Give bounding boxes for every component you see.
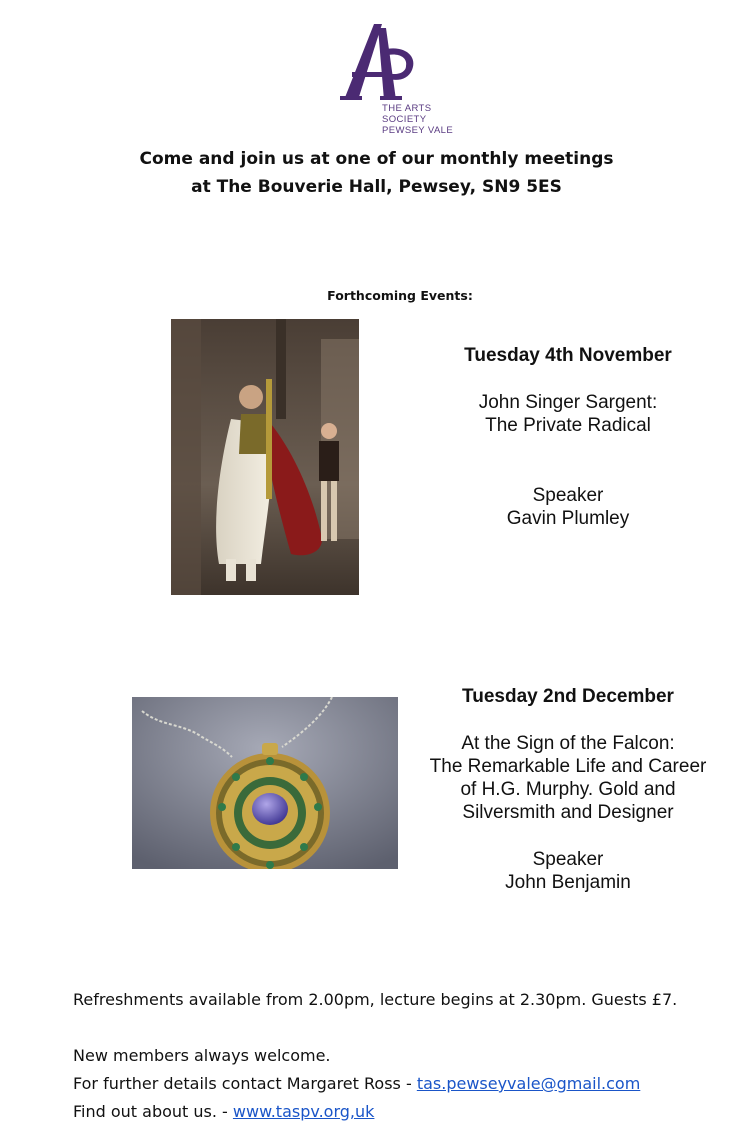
forthcoming-events-label: Forthcoming Events: — [327, 288, 473, 303]
event-2-date: Tuesday 2nd December — [462, 686, 674, 707]
logo-line-1: THE ARTS — [382, 103, 432, 114]
website-link[interactable]: www.taspv.org,uk — [232, 1102, 375, 1121]
contact-line — [73, 1070, 640, 1098]
event-2-title-line-4: Silversmith and Designer — [462, 802, 674, 823]
about-prefix: Find out about us. - — [73, 1102, 233, 1121]
event-2 — [412, 685, 724, 894]
event-2-title-line-2: The Remarkable Life and Career — [429, 756, 707, 777]
event-2-title-line-3: of H.G. Murphy. Gold and — [460, 779, 676, 800]
event-2-speaker-label: Speaker — [532, 849, 604, 870]
heading-line-2: at The Bouverie Hall, Pewsey, SN9 5ES — [191, 177, 562, 197]
welcome-text: New members always welcome. — [73, 1046, 331, 1065]
logo-text — [382, 103, 453, 136]
contact-prefix: For further details contact Margaret Ross - — [73, 1074, 417, 1093]
event-1-title-line-1: John Singer Sargent: — [478, 392, 658, 413]
page-heading — [0, 145, 753, 201]
sargent-portrait-image — [171, 319, 359, 595]
footer-block — [73, 1042, 640, 1126]
refreshments-text: Refreshments available from 2.00pm, lecture begins at 2.30pm. Guests £7. — [73, 990, 678, 1009]
logo-line-3: PEWSEY VALE — [382, 125, 454, 136]
about-line — [73, 1098, 640, 1126]
logo-line-2: SOCIETY — [382, 114, 427, 125]
arts-society-logo-icon — [338, 22, 418, 104]
event-1-speaker-label: Speaker — [532, 485, 604, 506]
event-1-date: Tuesday 4th November — [464, 345, 672, 366]
event-1-speaker-name: Gavin Plumley — [506, 508, 630, 529]
event-2-title-line-1: At the Sign of the Falcon: — [461, 733, 675, 754]
email-link[interactable]: tas.pewseyvale@gmail.com — [416, 1074, 641, 1093]
event-2-speaker-name: John Benjamin — [505, 872, 631, 893]
event-1-title-line-2: The Private Radical — [485, 415, 651, 436]
logo — [338, 22, 418, 104]
event-1 — [440, 344, 696, 530]
murphy-pendant-image — [132, 697, 398, 869]
heading-line-1: Come and join us at one of our monthly meetings — [139, 149, 614, 169]
